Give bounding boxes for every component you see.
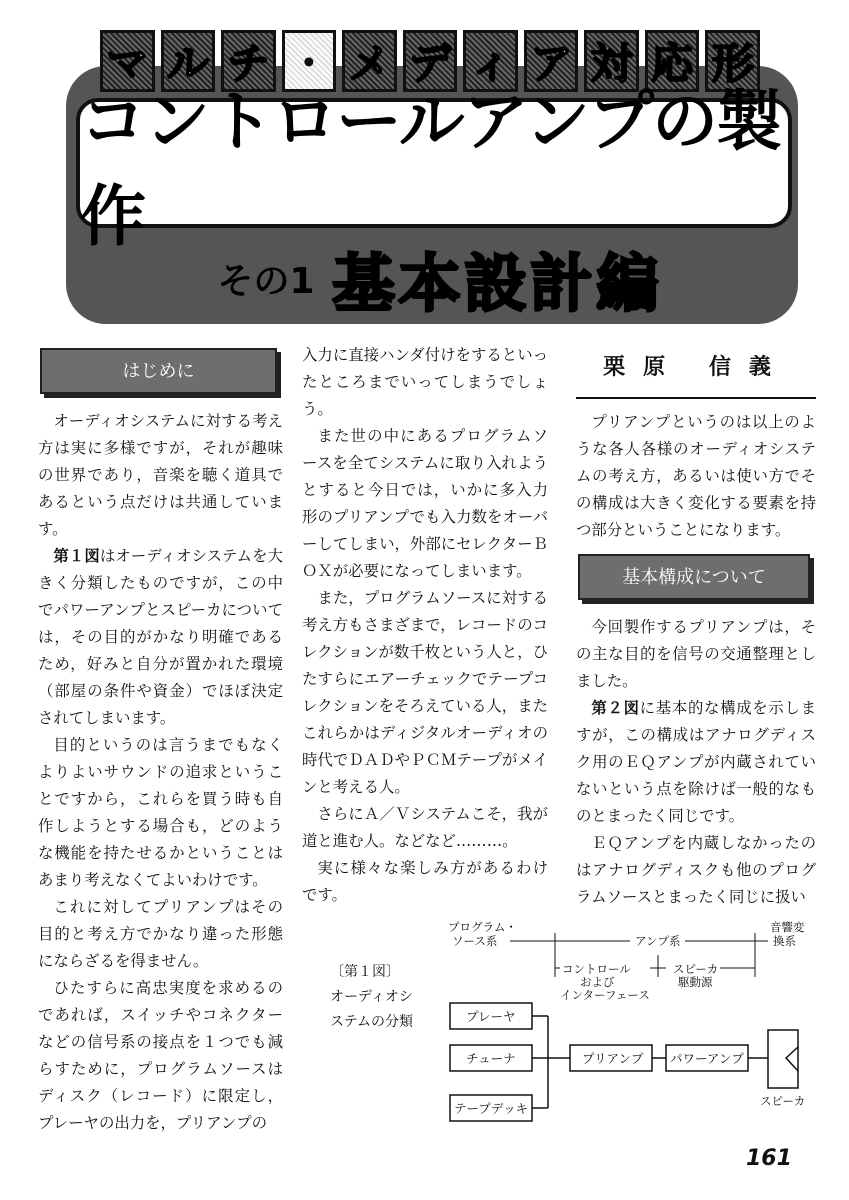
paragraph: 目的というのは言うまでもなくよりよいサウンドの追求ということですから，これらを買う時も自作しようとする場合も，どのような機能を持たせるかということはあまり考えなくてよいわけです。 xyxy=(38,736,283,889)
section-heading-basic: 基本構成について xyxy=(578,554,810,600)
kicker-char: メ xyxy=(342,30,397,92)
speaker-icon xyxy=(768,1030,798,1088)
paragraph: ひたすらに高忠実度を求めるのであれば，スイッチやコネクターなどの信号系の接点を１つでも減らすために，プログラムソースはディスク（レコード）に限定し，プレーヤの出力を，プリアンプの xyxy=(38,979,283,1132)
paragraph: これに対してプリアンプはその目的と考え方でかなり違った形態にならざるを得ません。 xyxy=(38,898,283,970)
kicker-char: 応 xyxy=(645,30,700,92)
figure-label: 〔第１図〕 xyxy=(330,964,400,980)
label-transducer: 音響変 xyxy=(770,920,805,934)
main-title: コントロールアンプの製作 xyxy=(80,83,781,255)
main-title-box xyxy=(76,83,792,255)
paragraph: 入力に直接ハンダ付けをするといったところまでいってしまうでしょう。 xyxy=(302,346,548,418)
subtitle-row xyxy=(140,238,740,318)
label-speaker-drive: 駆動源 xyxy=(678,975,713,989)
kicker-char: マ xyxy=(100,30,155,92)
kicker-char: 対 xyxy=(584,30,639,92)
figure-caption-line: オーディオシ xyxy=(330,989,413,1005)
figure-caption xyxy=(330,960,430,1035)
paragraph-text: はオーディオシステムを大きく分類したものですが，この中でパワーアンプとスピーカについては，その目的がかなり明確であるため，好みと自分が置かれた環境（部屋の条件や資金）でほぼ決定されてしまいます。 xyxy=(38,547,283,727)
label-control: コントロール xyxy=(562,962,631,976)
player-label: プレーヤ xyxy=(466,1009,516,1024)
paragraph: オーディオシステムに対する考え方は実に多様ですが，それが趣味の世界であり，音楽を聴く道具であるという点だけは共通しています。 xyxy=(38,412,283,538)
preamp-label: プリアンプ xyxy=(582,1051,644,1066)
figure-reference: 第２図 xyxy=(591,699,640,717)
paragraph xyxy=(38,543,283,732)
label-transducer: 換系 xyxy=(773,934,796,948)
column-1 xyxy=(38,342,283,1137)
paragraph: また世の中にあるプログラムソースを全てシステムに取り入れようとすると今日では，いかに多入力形のプリアンプでも入力数をオーバーしてしまい，外部にセレクターＢＯＸが必要になってしまいます。 xyxy=(302,427,548,580)
kicker-char: ア xyxy=(524,30,579,92)
label-speaker-drive: スピーカ xyxy=(673,962,719,976)
author-name: 栗原 信義 xyxy=(576,342,816,399)
label-control: インターフェース xyxy=(560,988,650,1002)
paragraph: プリアンプというのは以上のような各人各様のオーディオシステムの考え方，あるいは使い方でその構成は大きく変化する要素を持つ部分ということになります。 xyxy=(576,413,816,539)
kicker-char: ル xyxy=(161,30,216,92)
power-amp-label: パワーアンプ xyxy=(670,1051,744,1066)
paragraph: また，プログラムソースに対する考え方もさまざまで，レコードのコレクションが数千枚という人と，ひたすらにエアーチェックでテープコレクションをそろえている人，またこれらかはディジタルオーディオの時代でＤＡＤやＰＣＭテープがメインと考える人。 xyxy=(302,589,548,796)
column-3 xyxy=(576,342,816,911)
paragraph: さらにＡ／Ｖシステムこそ，我が道と進む人。などなど………。 xyxy=(302,805,548,850)
label-control: および xyxy=(580,975,615,989)
paragraph-text: に基本的な構成を示しますが，この構成はアナログディスク用のＥＱアンプが内蔵されていないという点を除けば一般的なものとまったく同じです。 xyxy=(576,699,816,825)
section-heading-intro: はじめに xyxy=(40,348,277,394)
part-number: その1 xyxy=(217,260,315,302)
kicker-char: チ xyxy=(221,30,276,92)
paragraph: ＥＱアンプを内蔵しなかったのはアナログディスクも他のプログラムソースとまったく同じに扱い xyxy=(576,834,816,906)
kicker-char: デ xyxy=(403,30,458,92)
kicker-char: 形 xyxy=(705,30,760,92)
figure-1-diagram xyxy=(430,915,830,1125)
tuner-label: チューナ xyxy=(466,1051,516,1066)
kicker-char: ・ xyxy=(282,30,337,92)
column-2 xyxy=(302,342,548,909)
figure-reference: 第１図 xyxy=(53,547,100,565)
paragraph: 今回製作するプリアンプは，その主な目的を信号の交通整理としました。 xyxy=(576,618,816,690)
figure-caption-line: ステムの分類 xyxy=(330,1014,414,1030)
label-program-source: プログラム・ xyxy=(448,920,517,934)
paragraph xyxy=(576,695,816,830)
tape-deck-label: テープデッキ xyxy=(454,1101,529,1116)
subtitle: 基本設計編 xyxy=(332,246,663,320)
label-program-source: ソース系 xyxy=(452,934,498,948)
page-number: 161 xyxy=(746,1146,792,1171)
paragraph: 実に様々な楽しみ方があるわけです。 xyxy=(302,859,548,904)
kicker-char: ィ xyxy=(463,30,518,92)
speaker-label: スピーカ xyxy=(760,1094,806,1108)
label-amp-system: アンプ系 xyxy=(635,934,681,948)
